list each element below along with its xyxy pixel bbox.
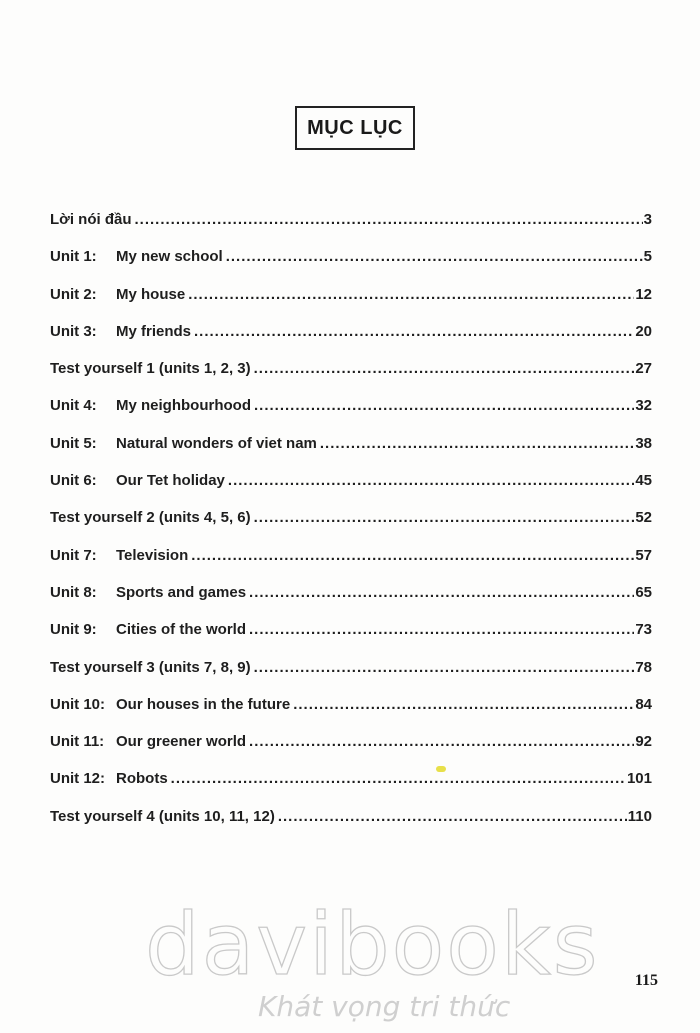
dot-leader [228,466,634,496]
dot-leader [135,205,643,235]
toc-unit-number: Unit 8: [50,583,97,601]
toc-entry [50,391,652,428]
toc-entry-label [50,205,132,235]
toc-unit-number: Unit 10: [50,695,106,713]
toc-entry-title: My friends [116,322,192,340]
toc-entry-title: Test yourself 1 (units 1, 2, 3) [50,360,251,378]
toc-entry-label [50,653,251,683]
toc-unit-number: Unit 12: [50,770,106,788]
toc-entry [50,466,652,503]
toc-page-number: 52 [635,509,652,527]
toc-entry-title: My house [116,285,186,303]
toc-unit-number: Unit 3: [50,322,97,340]
toc-entry [50,653,652,690]
toc-entry-label [50,466,225,496]
toc-entry-title: Test yourself 3 (units 7, 8, 9) [50,658,251,676]
toc-entry-label [50,541,188,571]
toc-entry-label [50,615,246,645]
toc-entry-title: Lời nói đầu [50,211,132,228]
toc-entry-title: Sports and games [116,583,247,601]
toc-entry-label [50,578,246,608]
toc-entry-label [50,317,191,347]
dot-leader [293,690,634,720]
toc-entry-title: Test yourself 2 (units 4, 5, 6) [50,509,251,527]
toc-entry-title: My neighbourhood [116,397,251,415]
toc-page-number: 5 [643,248,652,266]
toc-page-number: 57 [635,546,652,564]
toc-unit-number: Unit 9: [50,621,97,639]
toc-page-number: 65 [635,583,652,601]
toc-entry-label [50,280,185,310]
toc-entry [50,503,652,540]
toc-entry-label [50,690,290,720]
toc-page-number: 20 [635,322,652,340]
toc-page-number: 32 [635,397,652,415]
toc-page-number: 45 [635,472,652,490]
toc-entry [50,727,652,764]
toc-entry-title: Natural wonders of viet nam [116,434,317,452]
toc-entry [50,802,652,839]
toc-unit-number: Unit 7: [50,546,97,564]
toc-entry-title: Television [116,546,189,564]
toc-entry [50,280,652,317]
toc-entry [50,764,652,801]
toc-unit-number: Unit 5: [50,434,97,452]
toc-page-number: 92 [635,733,652,751]
dot-leader [254,391,634,421]
toc-entry-label [50,727,246,757]
toc-page-number: 12 [635,285,652,303]
dot-leader [249,615,634,645]
toc-entry-label [50,764,168,794]
toc-page-number: 110 [627,807,652,825]
toc-unit-number: Unit 2: [50,285,97,303]
toc-entry [50,242,652,279]
dot-leader [249,727,634,757]
toc-entry-title: Cities of the world [116,621,247,639]
toc-entry [50,317,652,354]
toc-entry-label [50,429,317,459]
dot-leader [226,242,643,272]
dot-leader [254,354,635,384]
toc-page-number: 84 [635,695,652,713]
toc-entry [50,690,652,727]
toc-entry-title: Our greener world [116,733,247,751]
toc-entry [50,354,652,391]
toc-page-number: 38 [635,434,652,452]
toc-entry-label [50,242,223,272]
dot-leader [249,578,634,608]
watermark-brand: davibooks [145,895,600,995]
dot-leader [278,802,627,832]
toc-heading-box [295,106,415,150]
table-of-contents [50,205,652,839]
toc-entry-label [50,503,251,533]
toc-unit-number: Unit 1: [50,248,97,266]
toc-entry-title: Robots [116,770,168,788]
toc-unit-number: Unit 11: [50,733,105,751]
toc-page-number: 101 [626,770,652,788]
toc-unit-number: Unit 4: [50,397,97,415]
toc-entry-title: Test yourself 4 (units 10, 11, 12) [50,807,275,825]
dot-leader [188,280,634,310]
page-number: 115 [634,972,658,989]
dot-leader [171,764,626,794]
dot-leader [254,503,635,533]
dot-leader [194,317,634,347]
dot-leader [254,653,635,683]
toc-entry-title: Our houses in the future [116,695,291,713]
toc-page-number: 73 [635,621,652,639]
toc-unit-number: Unit 6: [50,472,97,490]
toc-entry [50,578,652,615]
toc-entry-title: My new school [116,248,223,266]
toc-entry-label [50,391,251,421]
toc-entry [50,205,652,242]
toc-page-number: 3 [643,211,652,228]
toc-entry-title: Our Tet holiday [116,472,225,490]
dot-leader [191,541,634,571]
dot-leader [320,429,634,459]
watermark-tagline: Khát vọng tri thức [258,990,511,1023]
toc-page-number: 78 [635,658,652,676]
toc-entry-label [50,802,275,832]
toc-entry [50,541,652,578]
toc-entry [50,429,652,466]
toc-heading: MỤC LỤC [307,116,403,139]
toc-entry-label [50,354,251,384]
toc-entry [50,615,652,652]
toc-page-number: 27 [635,360,652,378]
yellow-mark [436,766,446,772]
